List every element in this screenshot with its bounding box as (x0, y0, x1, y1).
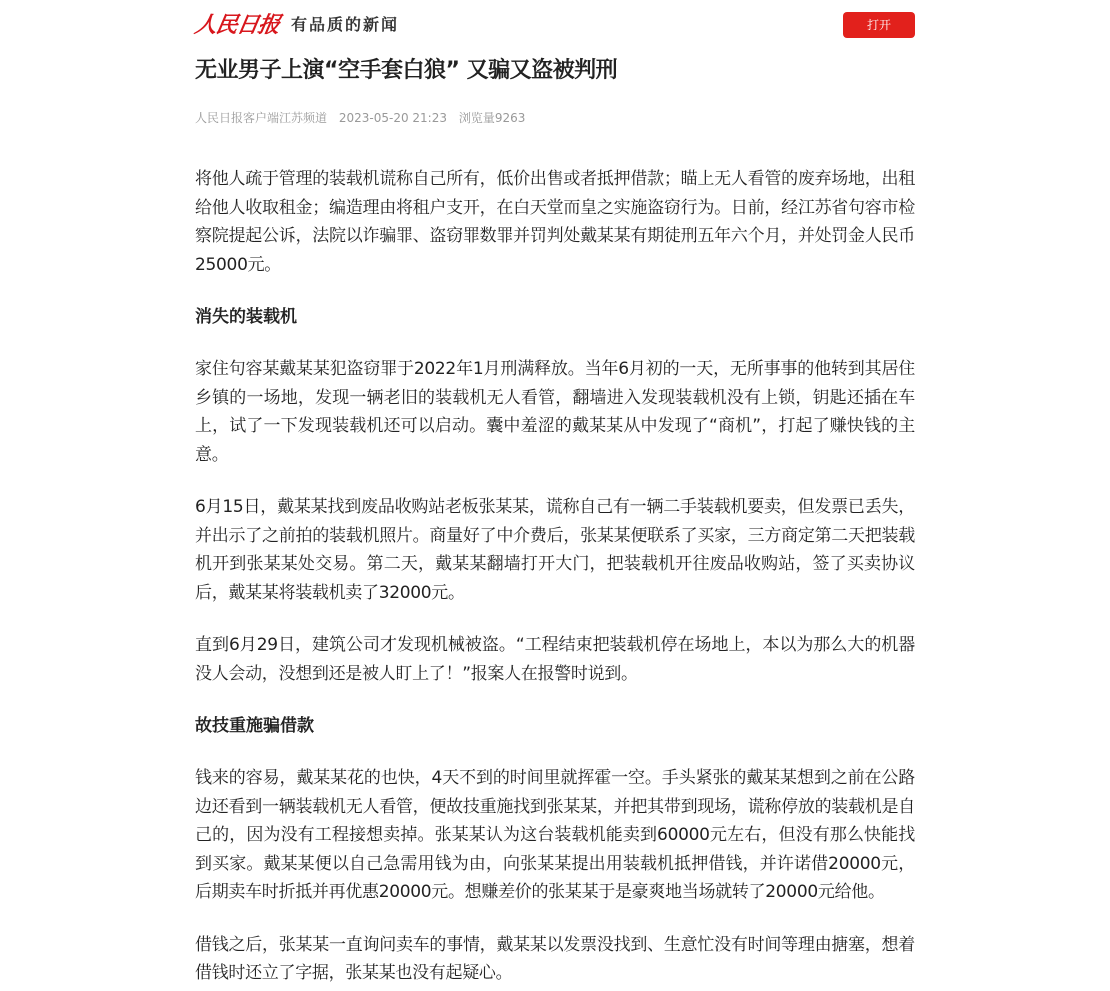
paragraph-2: 家住句容某戴某某犯盗窃罪于2022年1月刑满释放。当年6月初的一天，无所事事的他转到其居住乡镇的一场地，发现一辆老旧的装载机无人看管，翻墙进入发现装载机没有上锁，钥匙还插在车上，试了一下发现装载机还可以启动。囊中羞涩的戴某某从中发现了“商机”，打起了赚快钱的主意。 (195, 359, 915, 465)
subhead-1: 消失的装载机 (195, 307, 297, 327)
article-container (192, 0, 915, 991)
article-datetime: 2023-05-20 21:23 (338, 111, 447, 125)
article-source[interactable]: 人民日报客户端江苏频道 (195, 111, 328, 125)
open-app-button[interactable]: 打开 (843, 12, 915, 38)
article-views: 浏览量9263 (458, 111, 526, 125)
paragraph-6: 借钱之后，张某某一直询问卖车的事情，戴某某以发票没找到、生意忙没有时间等理由搪塞，想着借钱时还立了字据，张某某也没有起疑心。 (195, 934, 915, 983)
article-title: 无业男子上演“空手套白狼” 又骗又盗被判刑 (195, 58, 618, 83)
top-bar (192, 0, 915, 48)
subhead-2: 故技重施骗借款 (195, 716, 314, 736)
paragraph-4: 直到6月29日，建筑公司才发现机械被盗。“工程结束把装载机停在场地上，本以为那么大的机器没人会动，没想到还是被人盯上了！”报案人在报警时说到。 (195, 635, 915, 684)
article-body (195, 165, 915, 988)
paragraph-3: 6月15日，戴某某找到废品收购站老板张某某，谎称自己有一辆二手装载机要卖，但发票已丢失，并出示了之前拍的装载机照片。商量好了中介费后，张某某便联系了买家，三方商定第二天把装载机开到张某某处交易。第二天，戴某某翻墙打开大门，把装载机开往废品收购站，签了买卖协议后，戴某某将装载机卖了32000元。 (195, 497, 915, 603)
article-meta (195, 109, 915, 127)
logo-slogan: 有品质的新闻 (291, 15, 400, 34)
site-logo[interactable] (192, 12, 400, 38)
logo-mark: 人民日报 (192, 12, 282, 38)
paragraph-5: 钱来的容易，戴某某花的也快，4天不到的时间里就挥霍一空。手头紧张的戴某某想到之前在公路边还看到一辆装载机无人看管，便故技重施找到张某某，并把其带到现场，谎称停放的装载机是自己的，因为没有工程接想卖掉。张某某认为这台装载机能卖到60000元左右，但没有那么快能找到买家。戴某某便以自己急需用钱为由，向张某某提出用装载机抵押借钱，并许诺借20000元，后期卖车时折抵并再优惠20000元。想赚差价的张某某于是豪爽地当场就转了20000元给他。 (195, 768, 915, 902)
paragraph-1: 将他人疏于管理的装载机谎称自己所有，低价出售或者抵押借款；瞄上无人看管的废弃场地，出租给他人收取租金；编造理由将租户支开，在白天堂而皇之实施盗窃行为。日前，经江苏省句容市检察院提起公诉，法院以诈骗罪、盗窃罪数罪并罚判处戴某某有期徒刑五年六个月，并处罚金人民币25000元。 (195, 169, 915, 275)
